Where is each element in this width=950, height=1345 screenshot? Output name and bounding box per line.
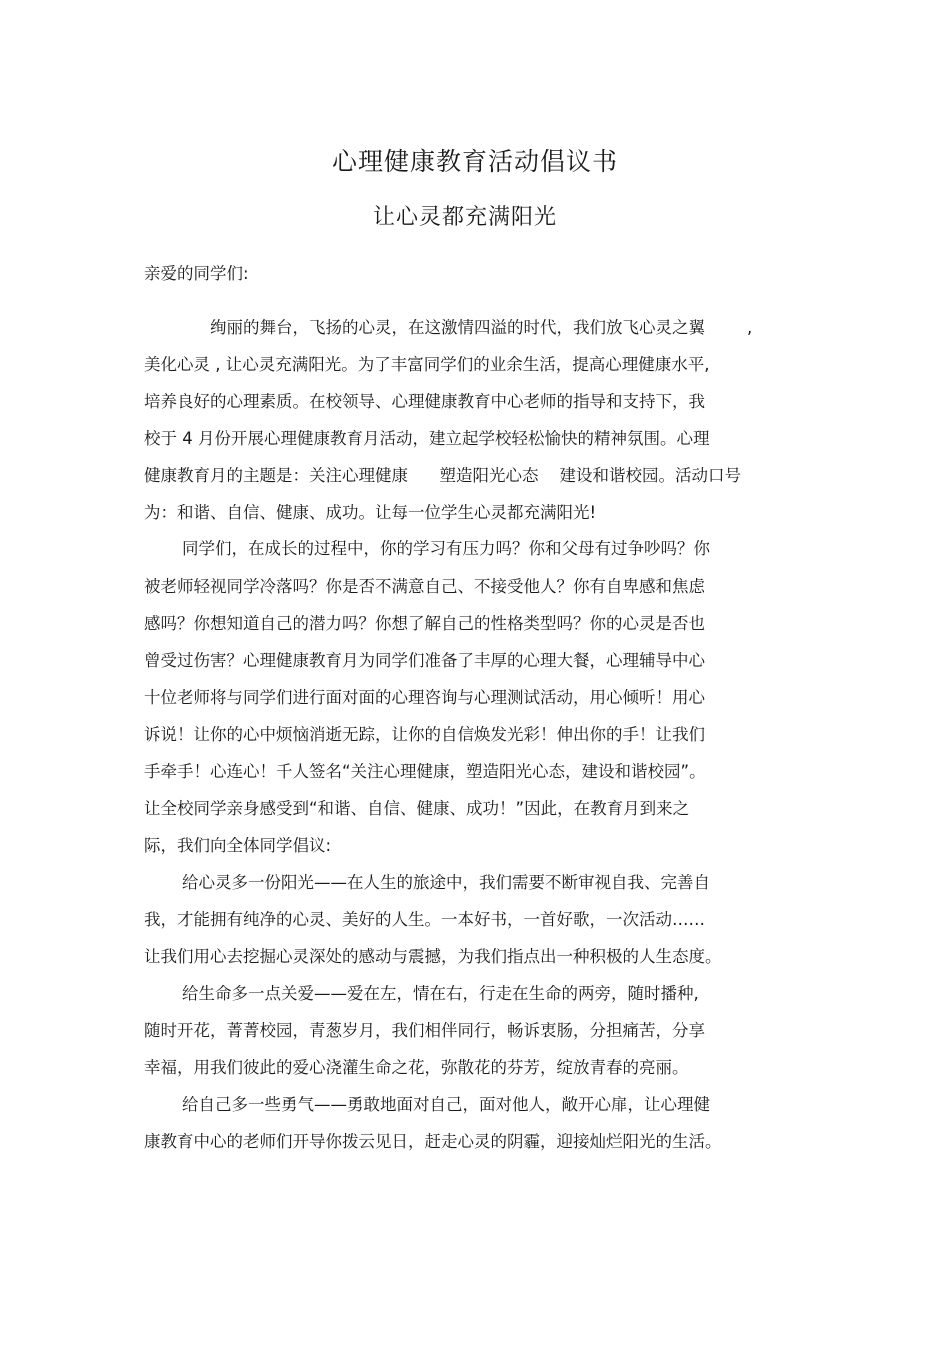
paragraph1-line: 为：和谐、自信、健康、成功。让每一位学生心灵都充满阳光! [144,503,597,522]
paragraph2-line: 十位老师将与同学们进行面对面的心理咨询与心理测试活动，用心倾听！用心 [144,688,705,707]
paragraph2-line: 同学们，在成长的过程中，你的学习有压力吗？你和父母有过争吵吗？你 [182,539,710,558]
paragraph5-line: 给自己多一些勇气——勇敢地面对自己，面对他人，敞开心扉，让心理健 [182,1095,710,1114]
paragraph1-line: 培养良好的心理素质。在校领导、心理健康教育中心老师的指导和支持下，我 [144,392,705,411]
paragraph1-line: 美化心灵 , 让心灵充满阳光。为了丰富同学们的业余生活，提高心理健康水平, [144,355,710,374]
paragraph2-line: 手牵手！心连心！千人签名“关注心理健康，塑造阳光心态，建设和谐校园”。 [144,762,706,781]
document-subtitle: 让心灵都充满阳光 [372,205,557,230]
paragraph4-line: 给生命多一点关爱——爱在左，情在右，行走在生命的两旁，随时播种, [182,984,699,1003]
paragraph2-line: 际，我们向全体同学倡议: [144,836,332,855]
paragraph4-line: 幸福，用我们彼此的爱心浇灌生命之花，弥散花的芬芳，绽放青春的亮丽。 [144,1058,689,1077]
document-title: 心理健康教育活动倡议书 [331,147,618,176]
paragraph4-line: 随时开花，菁菁校园，青葱岁月，我们相伴同行，畅诉衷肠，分担痛苦，分享 [144,1021,705,1040]
paragraph2-line: 让全校同学亲身感受到“和谐、自信、健康、成功！”因此，在教育月到来之 [144,799,690,818]
paragraph3-line: 让我们用心去挖掘心灵深处的感动与震撼，为我们指点出一种积极的人生态度。 [144,947,722,966]
paragraph2-line: 诉说！让你的心中烦恼消逝无踪，让你的自信焕发光彩！伸出你的手！让我们 [144,725,705,744]
paragraph3-line: 给心灵多一份阳光——在人生的旅途中，我们需要不断审视自我、完善自 [182,873,710,892]
paragraph1-line: 绚丽的舞台，飞扬的心灵，在这激情四溢的时代，我们放飞心灵之翼 , [210,318,753,337]
paragraph5-line: 康教育中心的老师们开导你拨云见日，赶走心灵的阴霾，迎接灿烂阳光的生活。 [144,1132,722,1151]
paragraph2-line: 曾受过伤害？心理健康教育月为同学们准备了丰厚的心理大餐，心理辅导中心 [144,651,705,670]
paragraph1-line: 健康教育月的主题是：关注心理健康 塑造阳光心态 建设和谐校园。活动口号 [144,466,741,485]
paragraph1-line: 校于 4 月份开展心理健康教育月活动，建立起学校轻松愉快的精神氛围。心理 [144,429,710,448]
paragraph2-line: 感吗？你想知道自己的潜力吗？你想了解自己的性格类型吗？你的心灵是否也 [144,614,705,633]
paragraph3-line: 我，才能拥有纯净的心灵、美好的人生。一本好书，一首好歌，一次活动…… [144,910,705,929]
paragraph2-line: 被老师轻视同学冷落吗？你是否不满意自己、不接受他人？你有自卑感和焦虑 [144,577,705,596]
salutation: 亲爱的同学们: [144,264,249,283]
